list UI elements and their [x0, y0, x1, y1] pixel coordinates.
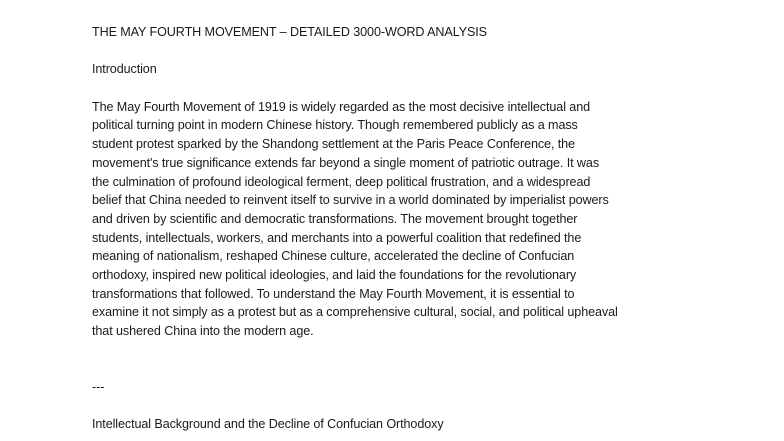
section-separator: --- — [92, 380, 105, 395]
paragraph-line: transformations that followed. To understand the May Fourth Movement, it is essential to — [92, 286, 575, 301]
document-title: THE MAY FOURTH MOVEMENT – DETAILED 3000-WORD ANALYSIS — [92, 25, 487, 39]
paragraph-line: that ushered China into the modern age. — [92, 324, 314, 338]
paragraph-line: political turning point in modern Chinese history. Though remembered publicly as a mass — [92, 118, 578, 133]
paragraph-line: and driven by scientific and democratic transformations. The movement brought together — [92, 211, 578, 226]
paragraph-line: The May Fourth Movement of 1919 is widely regarded as the most decisive intellectual and — [92, 99, 591, 114]
intro-paragraph — [92, 98, 697, 341]
paragraph-line: examine it not simply as a protest but as a comprehensive cultural, social, and political upheaval — [92, 305, 618, 320]
section-heading-introduction: Introduction — [92, 62, 157, 77]
paragraph-line: belief that China needed to reinvent itself to survive in a world dominated by imperialist powers — [92, 193, 609, 208]
paragraph-line: movement's true significance extends far beyond a single moment of patriotic outrage. It was — [92, 155, 600, 170]
paragraph-line: meaning of nationalism, reshaped Chinese culture, accelerated the decline of Confucian — [92, 249, 575, 264]
section-heading-intellectual-background: Intellectual Background and the Decline of Confucian Orthodoxy — [92, 417, 444, 432]
document-page — [92, 23, 697, 434]
paragraph-line: orthodoxy, inspired new political ideologies, and laid the foundations for the revolutionary — [92, 267, 577, 282]
paragraph-line: student protest sparked by the Shandong settlement at the Paris Peace Conference, the — [92, 137, 575, 152]
paragraph-line: the culmination of profound ideological ferment, deep political frustration, and a widespread — [92, 174, 591, 189]
paragraph-line: students, intellectuals, workers, and merchants into a powerful coalition that redefined the — [92, 230, 582, 245]
